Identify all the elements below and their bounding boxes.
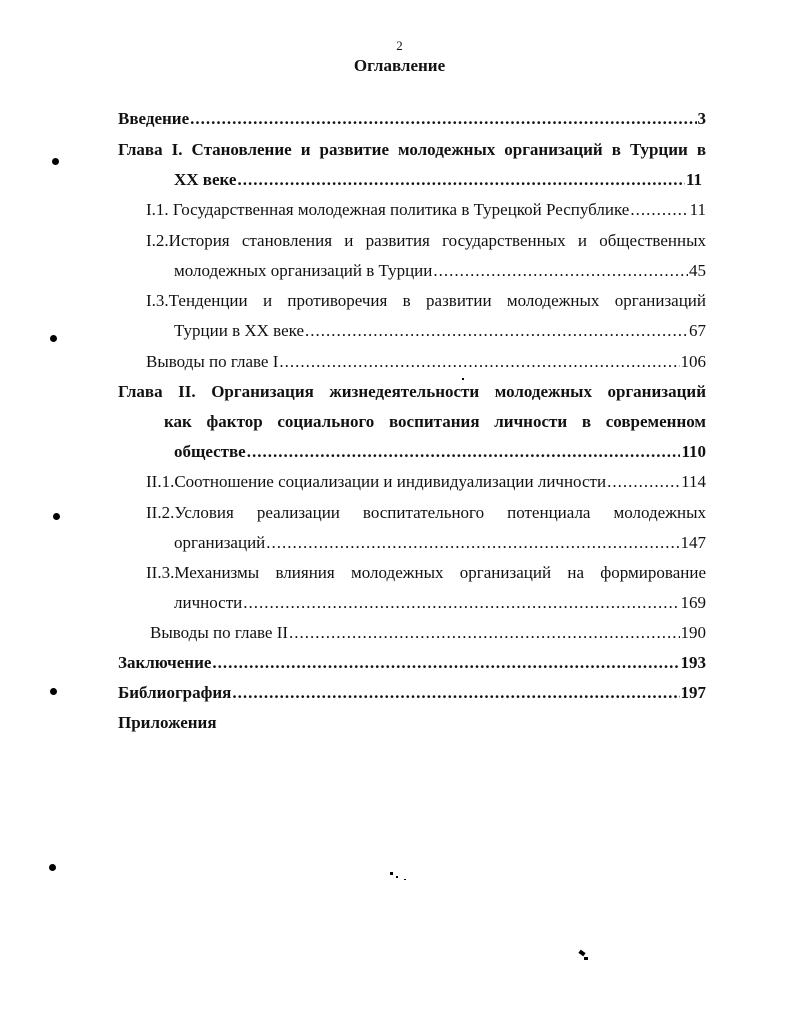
toc-page-number: 67 bbox=[689, 321, 706, 340]
toc-page-number: 169 bbox=[680, 593, 706, 612]
dot-leader bbox=[247, 441, 681, 463]
scan-speck bbox=[462, 378, 464, 380]
punch-hole-mark bbox=[50, 335, 57, 342]
toc-page-number: 45 bbox=[689, 261, 706, 280]
dot-leader bbox=[607, 471, 680, 493]
toc-chapter-1-heading-end[interactable] bbox=[174, 169, 702, 191]
toc-entry-label: организаций bbox=[174, 533, 266, 552]
toc-entry-label: II.1.Соотношение социализации и индивидуализации личности bbox=[146, 472, 607, 491]
toc-entry-label: I.1. Государственная молодежная политика в Турецкой Республике bbox=[146, 200, 630, 219]
dot-leader bbox=[212, 652, 679, 674]
dot-leader bbox=[289, 622, 679, 644]
toc-section-2-2[interactable]: II.2.Условия реализации воспитательного потенциала молодежных bbox=[146, 503, 706, 522]
page-title: Оглавление bbox=[353, 56, 446, 75]
dot-leader bbox=[305, 320, 688, 342]
dot-leader bbox=[232, 682, 679, 704]
toc-page-number: 197 bbox=[680, 683, 706, 702]
toc-page-number: 11 bbox=[685, 170, 702, 189]
toc-section-1-2[interactable]: I.2.История становления и развития государственных и общественных bbox=[146, 231, 706, 250]
toc-page-number: 106 bbox=[680, 352, 706, 371]
toc-chapter-2-heading[interactable]: Глава II. Организация жизнедеятельности молодежных организаций bbox=[118, 382, 706, 401]
toc-section-2-1[interactable] bbox=[146, 471, 706, 493]
toc-entry-label: молодежных организаций в Турции bbox=[174, 261, 433, 280]
punch-hole-mark bbox=[49, 864, 56, 871]
scan-speck bbox=[396, 876, 398, 878]
toc-page-number: 110 bbox=[681, 442, 706, 461]
toc-section-2-3-end[interactable] bbox=[174, 592, 706, 614]
toc-chapter-1-conclusion[interactable] bbox=[146, 351, 706, 373]
toc-section-2-2-end[interactable] bbox=[174, 532, 706, 554]
toc-entry-label: Выводы по главе II bbox=[150, 623, 289, 642]
toc-section-1-3-end[interactable] bbox=[174, 320, 706, 342]
toc-entry-label: Турции в XX веке bbox=[174, 321, 305, 340]
scan-speck bbox=[584, 957, 588, 960]
toc-entry-label: Введение bbox=[118, 109, 190, 128]
toc-entry-label: XX веке bbox=[174, 170, 237, 189]
dot-leader bbox=[243, 592, 679, 614]
page-number: 2 bbox=[396, 38, 403, 53]
toc-entry-intro[interactable] bbox=[118, 108, 706, 130]
toc-entry-label: личности bbox=[174, 593, 243, 612]
toc-entry-label: Библиография bbox=[118, 683, 232, 702]
toc-section-2-3[interactable]: II.3.Механизмы влияния молодежных организаций на формирование bbox=[146, 563, 706, 582]
toc-page-number: 114 bbox=[681, 472, 706, 491]
toc-chapter-2-heading-line2[interactable]: как фактор социального воспитания личности в современном bbox=[164, 412, 706, 431]
toc-page-number: 3 bbox=[697, 109, 706, 128]
toc-chapter-1-heading[interactable]: Глава I. Становление и развитие молодежных организаций в Турции в bbox=[118, 140, 706, 159]
punch-hole-mark bbox=[50, 688, 57, 695]
dot-leader bbox=[266, 532, 679, 554]
toc-chapter-2-heading-end[interactable] bbox=[174, 441, 706, 463]
dot-leader bbox=[279, 351, 679, 373]
toc-section-1-2-end[interactable] bbox=[174, 260, 706, 282]
punch-hole-mark bbox=[52, 158, 59, 165]
toc-entry-bibliography[interactable] bbox=[118, 682, 706, 704]
toc-entry-conclusion[interactable] bbox=[118, 652, 706, 674]
toc-entry-label: Выводы по главе I bbox=[146, 352, 279, 371]
toc-page-number: 193 bbox=[680, 653, 706, 672]
toc-entry-label: Заключение bbox=[118, 653, 212, 672]
toc-page-number: 147 bbox=[680, 533, 706, 552]
scan-speck bbox=[404, 879, 406, 880]
toc-entry-appendices[interactable]: Приложения bbox=[118, 713, 217, 732]
dot-leader bbox=[237, 169, 684, 191]
dot-leader bbox=[190, 108, 696, 130]
toc-page-number: 190 bbox=[680, 623, 706, 642]
scan-speck bbox=[390, 872, 393, 875]
toc-section-1-3[interactable]: I.3.Тенденции и противоречия в развитии молодежных организаций bbox=[146, 291, 706, 310]
toc-chapter-2-conclusion[interactable] bbox=[150, 622, 706, 644]
punch-hole-mark bbox=[53, 513, 60, 520]
toc-entry-label: обществе bbox=[174, 442, 246, 461]
toc-section-1-1[interactable] bbox=[146, 199, 706, 221]
dot-leader bbox=[433, 260, 688, 282]
dot-leader bbox=[630, 199, 688, 221]
toc-page-number: 11 bbox=[689, 200, 706, 219]
